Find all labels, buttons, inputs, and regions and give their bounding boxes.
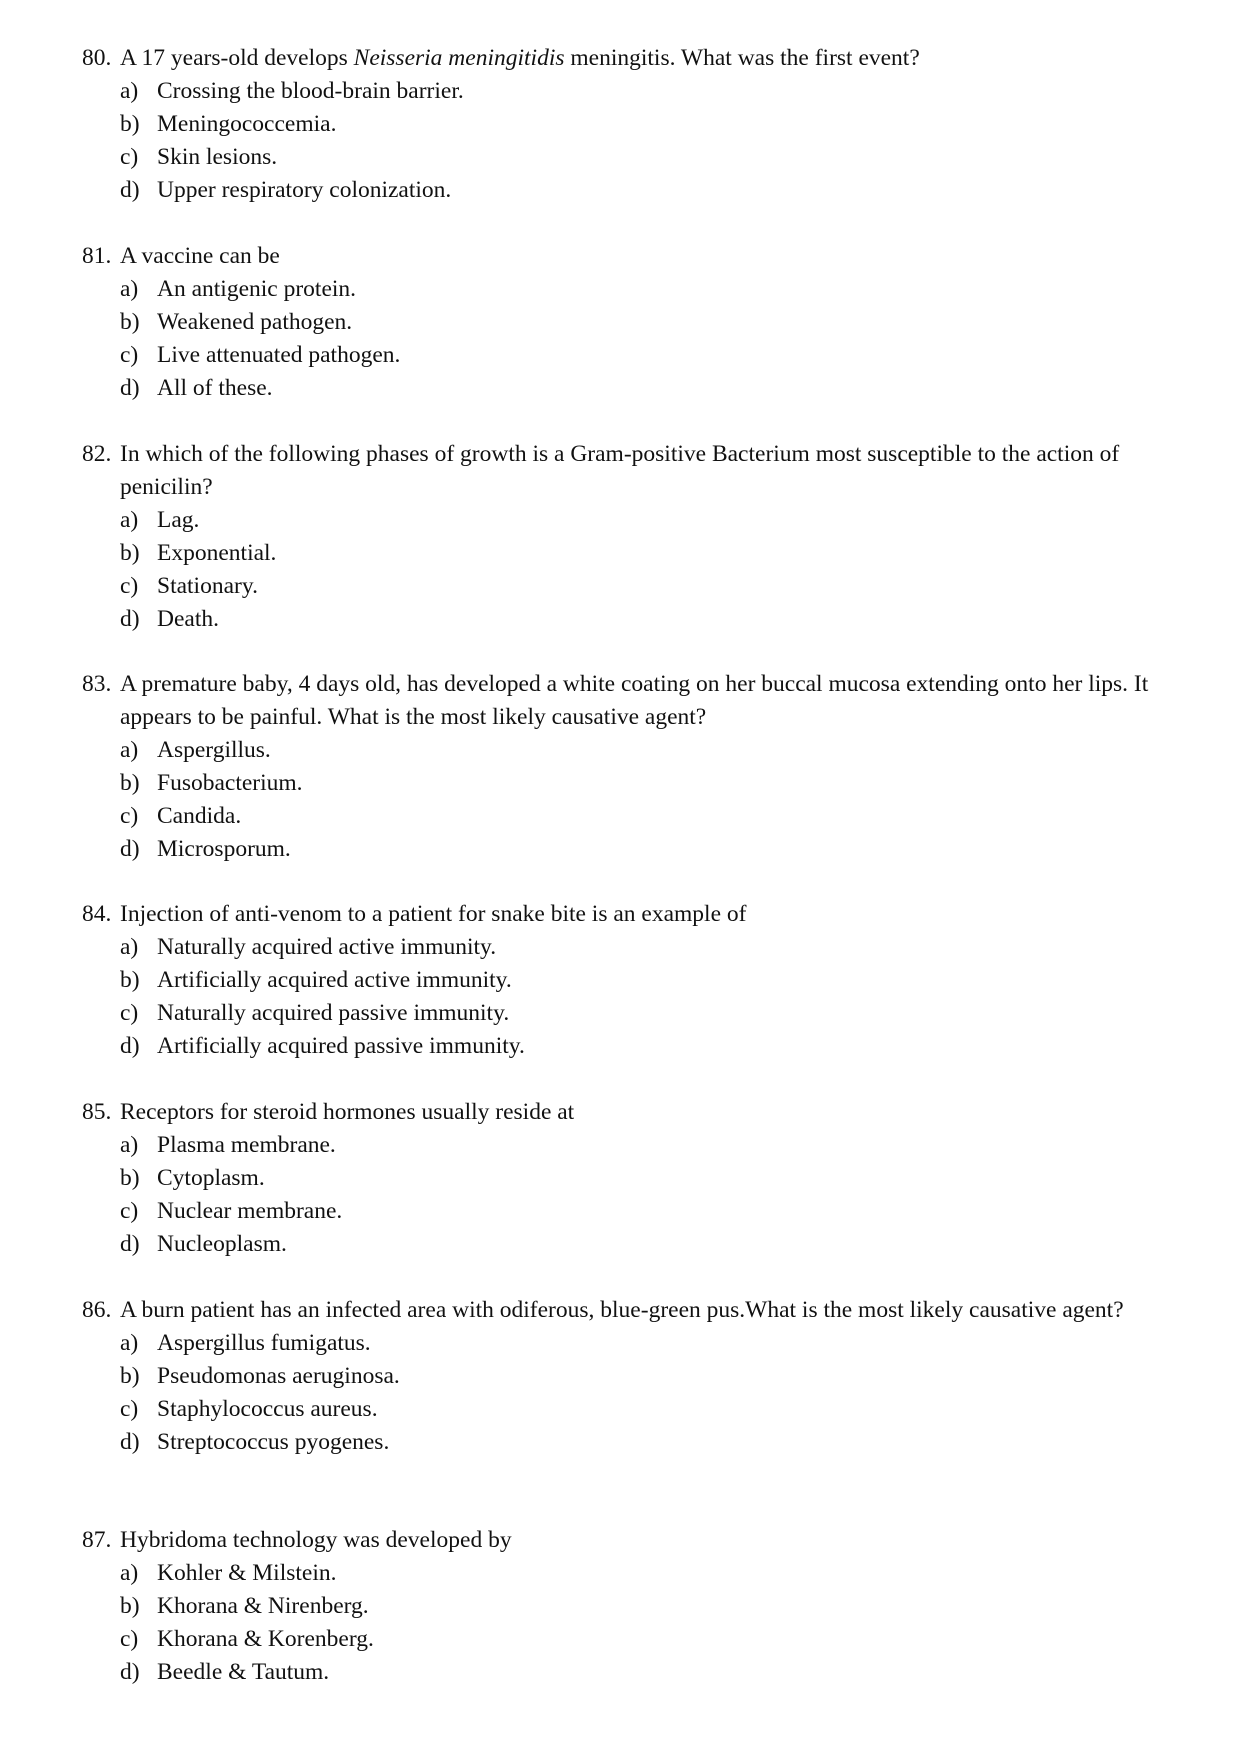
option-b (82, 1162, 1172, 1195)
option-letter: b) (120, 1165, 140, 1191)
option-letter: b) (120, 111, 140, 137)
option-letter: a) (120, 1132, 139, 1158)
option-letter: c) (120, 1396, 139, 1422)
option-text: Khorana & Korenberg. (157, 1626, 374, 1652)
question-stem (82, 668, 1172, 734)
option-b (82, 537, 1172, 570)
stem-text-part: A 17 years-old develops (120, 45, 354, 71)
option-a (82, 273, 1172, 306)
option-b (82, 1590, 1172, 1623)
option-c (82, 1195, 1172, 1228)
option-text: Meningococcemia. (157, 111, 337, 137)
option-text: Artificially acquired active immunity. (157, 967, 512, 993)
question-87 (82, 1524, 1172, 1689)
option-b (82, 964, 1172, 997)
option-letter: b) (120, 1363, 140, 1389)
option-d (82, 174, 1172, 207)
option-letter: c) (120, 573, 139, 599)
option-letter: a) (120, 78, 139, 104)
option-text: Skin lesions. (157, 144, 278, 170)
option-c (82, 339, 1172, 372)
option-letter: c) (120, 1000, 139, 1026)
option-text: Naturally acquired active immunity. (157, 934, 497, 960)
option-b (82, 108, 1172, 141)
option-text: Microsporum. (157, 836, 291, 862)
option-c (82, 997, 1172, 1030)
option-letter: b) (120, 770, 140, 796)
option-c (82, 1393, 1172, 1426)
question-stem (82, 898, 1172, 931)
option-d (82, 1426, 1172, 1459)
question-stem (82, 42, 1172, 75)
question-text: A vaccine can be (120, 243, 280, 269)
option-text: Fusobacterium. (157, 770, 303, 796)
question-85 (82, 1096, 1172, 1261)
option-a (82, 931, 1172, 964)
option-text: Plasma membrane. (157, 1132, 336, 1158)
option-letter: a) (120, 1330, 139, 1356)
option-letter: b) (120, 540, 140, 566)
question-text: Receptors for steroid hormones usually reside at (120, 1099, 575, 1125)
option-text: Pseudomonas aeruginosa. (157, 1363, 400, 1389)
question-86 (82, 1294, 1172, 1459)
question-stem (82, 438, 1172, 504)
question-text (120, 42, 1172, 75)
question-number: 83. (82, 671, 112, 697)
option-letter: d) (120, 375, 140, 401)
option-text: Live attenuated pathogen. (157, 342, 401, 368)
option-text: Nucleoplasm. (157, 1231, 287, 1257)
question-text: A burn patient has an infected area with odiferous, blue-green pus.What is the most likely causative agent? (120, 1297, 1124, 1323)
option-a (82, 1327, 1172, 1360)
option-text: Cytoplasm. (157, 1165, 265, 1191)
option-letter: a) (120, 934, 139, 960)
question-text: In which of the following phases of growth is a Gram-positive Bacterium most susceptible to the action of penicilin? (120, 441, 1120, 500)
option-text: Stationary. (157, 573, 258, 599)
question-84 (82, 898, 1172, 1063)
question-stem (82, 1294, 1172, 1327)
option-text: Exponential. (157, 540, 277, 566)
option-text: Staphylococcus aureus. (157, 1396, 378, 1422)
option-letter: b) (120, 967, 140, 993)
options-list (82, 504, 1172, 636)
options-list (82, 273, 1172, 405)
option-d (82, 603, 1172, 636)
question-83 (82, 668, 1172, 866)
options-list (82, 1129, 1172, 1261)
option-b (82, 1360, 1172, 1393)
option-letter: d) (120, 606, 140, 632)
option-d (82, 1030, 1172, 1063)
option-letter: a) (120, 1560, 139, 1586)
option-c (82, 1623, 1172, 1656)
question-number: 85. (82, 1099, 112, 1125)
option-letter: d) (120, 177, 140, 203)
option-b (82, 767, 1172, 800)
option-d (82, 1656, 1172, 1689)
option-text: Weakened pathogen. (157, 309, 353, 335)
option-text: Streptococcus pyogenes. (157, 1429, 390, 1455)
option-a (82, 504, 1172, 537)
option-letter: c) (120, 803, 139, 829)
option-text: Beedle & Tautum. (157, 1659, 330, 1685)
option-letter: b) (120, 1593, 140, 1619)
option-letter: d) (120, 1659, 140, 1685)
option-a (82, 734, 1172, 767)
option-text: Lag. (157, 507, 200, 533)
option-b (82, 306, 1172, 339)
question-number: 81. (82, 243, 112, 269)
option-c (82, 141, 1172, 174)
question-number: 82. (82, 441, 112, 467)
question-number: 86. (82, 1297, 112, 1323)
options-list (82, 75, 1172, 207)
question-80 (82, 42, 1172, 207)
option-c (82, 800, 1172, 833)
stem-text-part: meningitis. What was the first event? (564, 45, 920, 71)
question-82 (82, 438, 1172, 636)
option-text: Crossing the blood-brain barrier. (157, 78, 464, 104)
option-text: Upper respiratory colonization. (157, 177, 452, 203)
option-letter: d) (120, 1033, 140, 1059)
question-number: 80. (82, 45, 112, 71)
option-text: Naturally acquired passive immunity. (157, 1000, 510, 1026)
question-stem (82, 1524, 1172, 1557)
options-list (82, 1327, 1172, 1459)
option-letter: c) (120, 144, 139, 170)
option-a (82, 1557, 1172, 1590)
option-letter: d) (120, 1231, 140, 1257)
option-c (82, 570, 1172, 603)
option-text: Death. (157, 606, 219, 632)
question-text: Hybridoma technology was developed by (120, 1527, 512, 1553)
options-list (82, 1557, 1172, 1689)
question-number: 84. (82, 901, 112, 927)
option-letter: b) (120, 309, 140, 335)
option-text: An antigenic protein. (157, 276, 357, 302)
question-text: Injection of anti-venom to a patient for snake bite is an example of (120, 901, 747, 927)
option-text: Aspergillus fumigatus. (157, 1330, 371, 1356)
option-d (82, 1228, 1172, 1261)
option-text: Artificially acquired passive immunity. (157, 1033, 525, 1059)
option-a (82, 75, 1172, 108)
option-text: Candida. (157, 803, 242, 829)
option-a (82, 1129, 1172, 1162)
option-letter: c) (120, 1198, 139, 1224)
organism-name-italic: Neisseria meningitidis (353, 45, 565, 71)
option-letter: d) (120, 836, 140, 862)
option-text: Kohler & Milstein. (157, 1560, 337, 1586)
option-text: All of these. (157, 375, 273, 401)
option-text: Nuclear membrane. (157, 1198, 343, 1224)
option-d (82, 372, 1172, 405)
question-81 (82, 240, 1172, 405)
question-stem (82, 240, 1172, 273)
option-letter: c) (120, 342, 139, 368)
question-stem (82, 1096, 1172, 1129)
option-text: Khorana & Nirenberg. (157, 1593, 369, 1619)
option-text: Aspergillus. (157, 737, 271, 763)
options-list (82, 734, 1172, 866)
option-letter: a) (120, 507, 139, 533)
option-letter: a) (120, 737, 139, 763)
options-list (82, 931, 1172, 1063)
option-d (82, 833, 1172, 866)
option-letter: a) (120, 276, 139, 302)
question-text: A premature baby, 4 days old, has developed a white coating on her buccal mucosa extending onto her lips. It appears to be painful. What is the most likely causative agent? (120, 671, 1149, 730)
option-letter: d) (120, 1429, 140, 1455)
question-number: 87. (82, 1527, 112, 1553)
option-letter: c) (120, 1626, 139, 1652)
